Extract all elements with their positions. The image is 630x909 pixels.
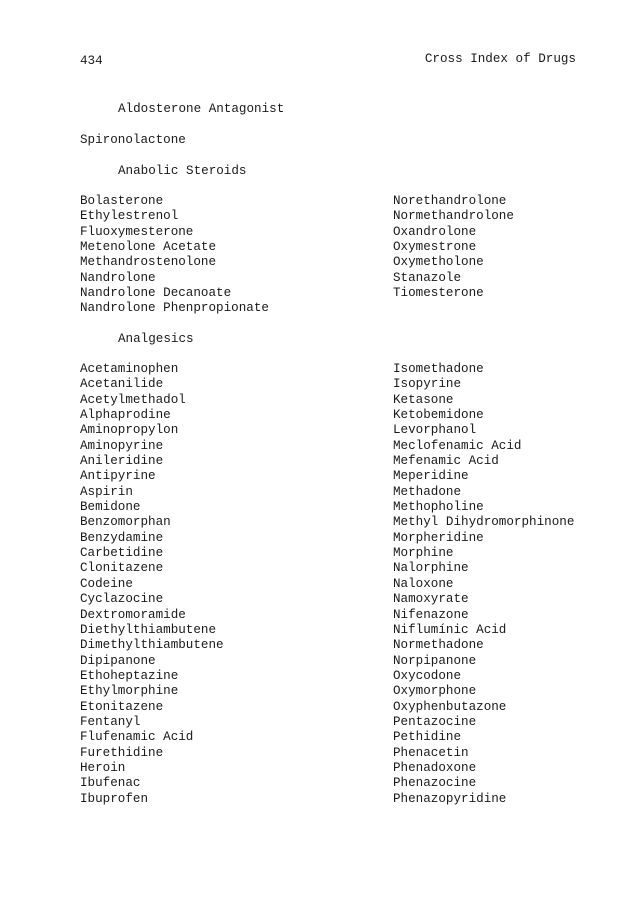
drug-item: Ibufenac (80, 776, 141, 791)
section-heading-analgesics: Analgesics (118, 332, 194, 346)
drug-item: Aminopyrine (80, 438, 164, 453)
drug-item: Clonitazene (80, 561, 164, 576)
drug-item: Fluoxymesterone (80, 224, 194, 239)
drug-item: Phenacetin (393, 745, 469, 760)
drug-item: Acetaminophen (80, 362, 179, 376)
drug-item: Oxymestrone (393, 240, 477, 255)
drug-item: Nandrolone Decanoate (80, 286, 232, 301)
drug-item: Flufenamic Acid (80, 730, 194, 745)
drug-item: Normethadone (393, 638, 484, 653)
drug-item: Nandrolone (80, 270, 156, 285)
drug-item: Dipipanone (80, 653, 156, 668)
drug-item: Ibuprofen (80, 791, 149, 806)
drug-item: Norpipanone (393, 653, 477, 668)
drug-item: Niflumínic Acid (393, 622, 507, 637)
drug-item: Carbetidine (80, 546, 164, 561)
drug-item: Phenadoxone (393, 760, 477, 775)
running-title: Cross Index of Drugs (424, 52, 576, 66)
drug-item: Bolasterone (80, 194, 164, 208)
drug-item: Methandrostenolone (80, 255, 217, 270)
drug-item: Oxycodone (393, 668, 462, 683)
section-heading-anabolic: Anabolic Steroids (118, 164, 247, 178)
drug-item: Fentanyl (80, 714, 141, 729)
drug-item: Norethandrolone (393, 194, 507, 208)
analgesics-left-column (80, 362, 224, 807)
drug-item: Namoxyrate (393, 592, 469, 607)
drug-item: Oxandrolone (393, 224, 477, 239)
drug-item: Benzomorphan (80, 515, 171, 530)
drug-item: Mefenamic Acid (393, 454, 499, 469)
drug-item: Levorphanol (393, 423, 477, 438)
drug-item: Phenazopyridine (393, 791, 507, 806)
drug-item: Benzydamine (80, 530, 164, 545)
drug-item: Ketobemidone (393, 408, 484, 423)
drug-item: Stanazole (393, 270, 462, 285)
drug-item: Normethandrolone (393, 209, 514, 224)
drug-item: Dextromoramide (80, 607, 186, 622)
drug-item: Aspirin (80, 484, 133, 499)
drug-item: Furethidine (80, 745, 164, 760)
drug-item: Antipyrine (80, 469, 156, 484)
drug-item: Isomethadone (393, 362, 484, 376)
analgesics-right-column (393, 362, 574, 807)
drug-item: Ethylmorphine (80, 684, 179, 699)
drug-item: Methyl Dihydromorphinone (393, 515, 575, 530)
drug-item: Dimethylthiambutene (80, 638, 224, 653)
drug-item: Cyclazocine (80, 592, 164, 607)
drug-item: Methadone (393, 484, 462, 499)
drug-item: Phenazocine (393, 776, 477, 791)
drug-item: Anileridine (80, 454, 164, 469)
drug-item: Oxyphenbutazone (393, 699, 507, 714)
drug-item: Alphaprodine (80, 408, 171, 423)
drug-item: Ethoheptazine (80, 668, 179, 683)
drug-item: Heroin (80, 760, 126, 775)
drug-item: Diethylthiambutene (80, 622, 217, 637)
drug-item: Oxymetholone (393, 255, 484, 270)
anabolic-left-column (80, 194, 269, 317)
drug-item: Acetanilide (80, 377, 164, 392)
drug-item: Ketasone (393, 392, 454, 407)
drug-item: Oxymorphone (393, 684, 477, 699)
drug-item: Isopyrine (393, 377, 462, 392)
drug-item: Morpheridine (393, 530, 484, 545)
section-heading-aldosterone: Aldosterone Antagonist (118, 102, 285, 116)
drug-item: Bemidone (80, 500, 141, 515)
drug-item: Metenolone Acetate (80, 240, 217, 255)
drug-item: Codeine (80, 576, 133, 591)
drug-item: Spironolactone (80, 133, 186, 147)
drug-item: Pentazocine (393, 714, 477, 729)
drug-item: Nalorphine (393, 561, 469, 576)
drug-item: Nifenazone (393, 607, 469, 622)
anabolic-right-column (393, 194, 514, 301)
drug-item: Methopholine (393, 500, 484, 515)
drug-item: Nandrolone Phenpropionate (80, 301, 269, 316)
drug-item: Meperidine (393, 469, 469, 484)
page-number: 434 (80, 54, 103, 68)
drug-item: Acetylmethadol (80, 392, 186, 407)
drug-item: Tiomesterone (393, 286, 484, 301)
drug-item: Aminopropylon (80, 423, 179, 438)
drug-item: Etonitazene (80, 699, 164, 714)
drug-item: Morphine (393, 546, 454, 561)
drug-item: Meclofenamic Acid (393, 438, 522, 453)
drug-item: Ethylestrenol (80, 209, 179, 224)
drug-item: Naloxone (393, 576, 454, 591)
drug-item: Pethidine (393, 730, 462, 745)
